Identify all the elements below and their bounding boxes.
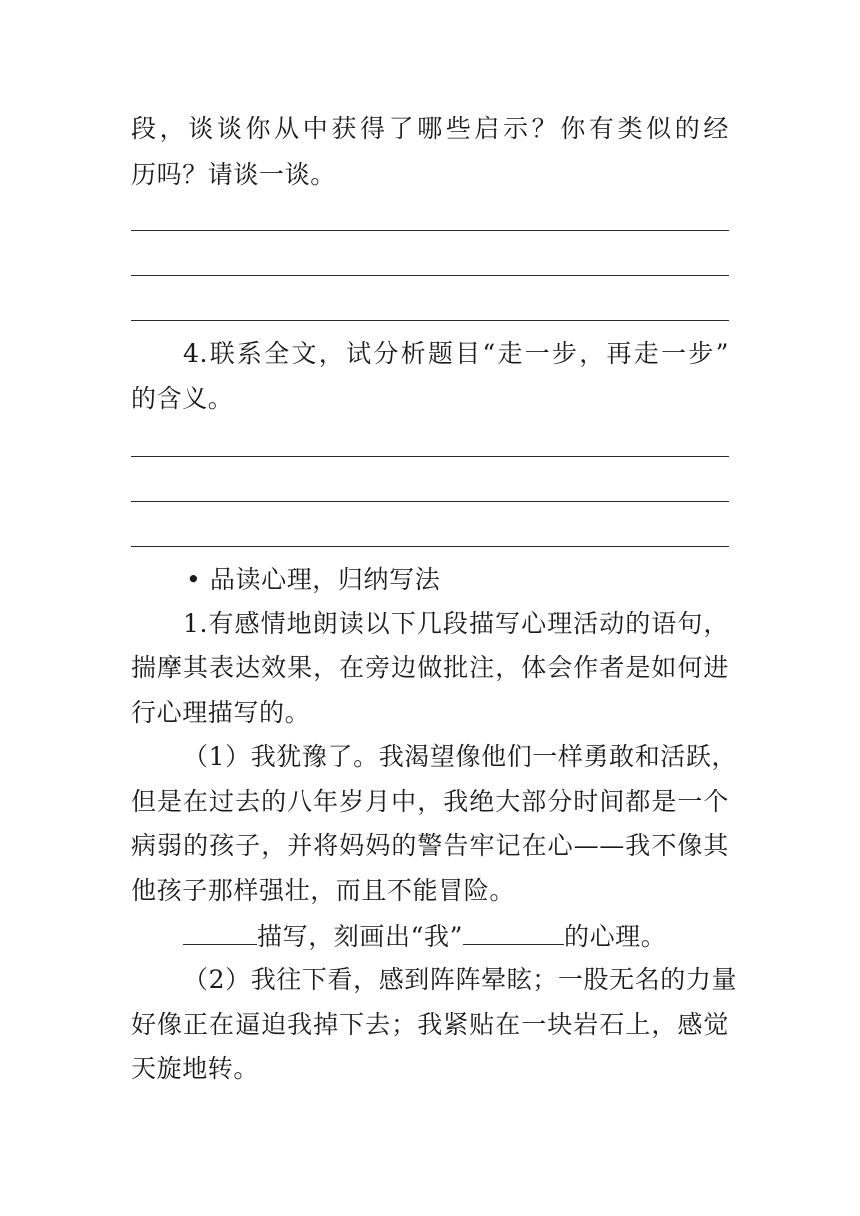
passage2-line-2: 好像正在逼迫我掉下去；我紧贴在一块岩石上，感觉: [131, 1010, 729, 1039]
q4-text-line-2: 的含义。: [131, 384, 234, 413]
answer-line: [131, 320, 729, 321]
answer-line: [131, 275, 729, 276]
passage1-line-4: 他孩子那样强壮，而且不能冒险。: [131, 876, 516, 905]
passage1-line-1: （1）我犹豫了。我渴望像他们一样勇敢和活跃，: [183, 742, 738, 771]
answer-line: [131, 501, 729, 502]
section-heading: • 品读心理，归纳写法: [186, 565, 441, 594]
item1-text-line-3: 行心理描写的。: [131, 698, 311, 727]
q4-text-line-1: 4.联系全文，试分析题目“走一步，再走一步”: [183, 339, 729, 368]
answer-line: [131, 546, 729, 547]
item1-text-line-2: 揣摩其表达效果，在旁边做批注，体会作者是如何进: [131, 653, 729, 682]
passage2-line-3: 天旋地转。: [131, 1054, 260, 1083]
answer-line: [131, 230, 729, 231]
item1-text-line-1: 1.有感情地朗读以下几段描写心理活动的语句，: [183, 609, 729, 638]
q3-text-line-1: 段，谈谈你从中获得了哪些启示？你有类似的经: [131, 114, 729, 143]
q3-text-line-2: 历吗？请谈一谈。: [131, 160, 336, 189]
fill-text-1: 描写，刻画出“我”: [257, 922, 463, 951]
fill-blank-1[interactable]: [183, 922, 257, 945]
passage2-line-1: （2）我往下看，感到阵阵晕眩；一股无名的力量: [183, 965, 738, 994]
answer-line: [131, 456, 729, 457]
fill-in-question: [183, 922, 666, 949]
passage1-line-3: 病弱的孩子，并将妈妈的警告牢记在心——我不像其: [131, 831, 729, 860]
fill-blank-2[interactable]: [463, 922, 564, 945]
fill-text-2: 的心理。: [563, 922, 667, 951]
passage1-line-2: 但是在过去的八年岁月中，我绝大部分时间都是一个: [131, 787, 729, 816]
